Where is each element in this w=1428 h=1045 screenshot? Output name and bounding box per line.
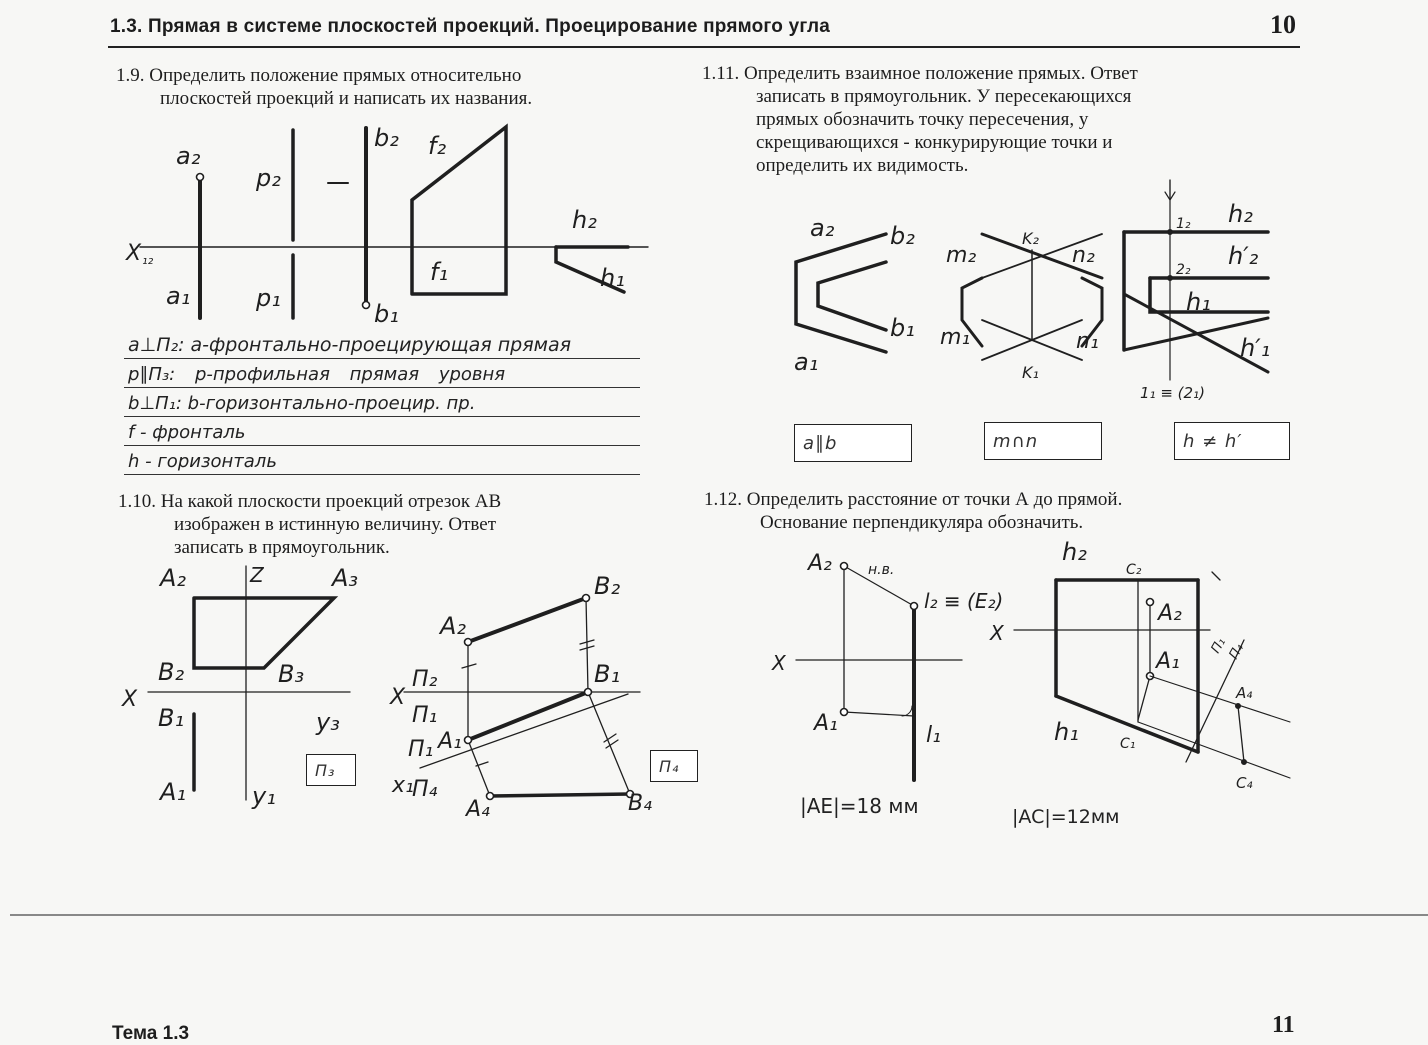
- label: B₁: [158, 704, 185, 732]
- label: C₄: [1236, 774, 1253, 792]
- label: A₁: [1156, 649, 1180, 674]
- tick: [462, 664, 476, 668]
- label: f₁: [430, 258, 449, 286]
- link: [1138, 722, 1290, 778]
- task-line: прямых обозначить точку пересечения, у: [756, 109, 1089, 130]
- task-number: 1.10.: [118, 491, 156, 512]
- label: A₂: [440, 612, 467, 640]
- label: b₁: [374, 300, 399, 328]
- label: m₂: [946, 243, 977, 268]
- label: h₂: [1062, 538, 1087, 566]
- label: 1₁ ≡ (2₁): [1140, 384, 1205, 402]
- label: C₁: [1120, 736, 1136, 752]
- label: X: [126, 241, 142, 266]
- label: b₂: [890, 222, 915, 250]
- answer-text: h - горизонталь: [128, 451, 277, 472]
- label: h₁: [600, 264, 625, 292]
- label: h′₁: [1240, 334, 1271, 362]
- task-line: Основание перпендикуляра обозначить.: [760, 512, 1084, 533]
- line-a2b2: [468, 598, 586, 642]
- label: П₁: [408, 737, 434, 762]
- line-a1b1: [468, 692, 588, 740]
- label: X: [772, 651, 786, 675]
- task-line: определить их видимость.: [756, 155, 969, 176]
- label: П₂: [412, 667, 438, 692]
- label: A₂: [160, 564, 187, 592]
- label: A₁: [814, 711, 838, 736]
- line-b: [818, 262, 886, 330]
- label: B₂: [594, 572, 621, 600]
- label: l₁: [926, 723, 941, 748]
- footer-topic: Тема 1.3: [112, 1023, 190, 1044]
- task-line: Определить взаимное положение прямых. Ответ: [744, 63, 1138, 84]
- link: [1150, 676, 1290, 722]
- answer-text-ac: |AC|=12мм: [1012, 806, 1120, 828]
- label: Z: [250, 563, 264, 587]
- line-a: [796, 234, 886, 352]
- page-title: 1.3. Прямая в системе плоскостей проекций. Проецирование прямого угла: [110, 16, 831, 37]
- right-angle-mark: [902, 706, 912, 716]
- point-a2: [197, 174, 204, 181]
- label: a₂: [176, 142, 201, 170]
- point-a4: [1236, 704, 1241, 709]
- line-ac1: [1138, 676, 1150, 720]
- label: X: [390, 685, 406, 710]
- label: B₃: [278, 660, 305, 688]
- point-a2: [1147, 599, 1154, 606]
- page-number-bottom: 11: [1272, 1012, 1295, 1038]
- label: h₁: [1186, 288, 1211, 316]
- line-f: [412, 127, 506, 294]
- diagram-1-11: [796, 180, 1271, 380]
- label: h₁: [1054, 718, 1079, 746]
- label: A₄: [1236, 684, 1253, 702]
- label: K₁: [1022, 363, 1039, 382]
- stroke: [1212, 572, 1220, 580]
- label: A₃: [332, 564, 359, 592]
- point-a2: [841, 563, 848, 570]
- label: 1₂: [1176, 216, 1191, 232]
- label: a₁: [794, 348, 819, 376]
- label: П₄: [412, 777, 438, 802]
- label: B₂: [158, 658, 185, 686]
- answer-text: p∥П₃: p-профильная прямая уровня: [128, 364, 506, 385]
- label: p₂: [256, 164, 281, 192]
- label: f₂: [428, 132, 447, 160]
- point: [1168, 276, 1173, 281]
- answer-text: a⊥П₂: a-фронтально-проецирующая прямая: [128, 334, 572, 356]
- label: h₂: [1228, 200, 1253, 228]
- point: [465, 737, 472, 744]
- label: A₁: [438, 729, 462, 754]
- task-line: плоскостей проекций и написать их названия.: [160, 88, 533, 109]
- label: П₁: [412, 703, 438, 728]
- label: b₂: [374, 124, 399, 152]
- answer-text: П₃: [315, 760, 336, 780]
- label: A₁: [160, 778, 187, 806]
- answer-text: m∩n: [993, 430, 1039, 452]
- point: [585, 689, 592, 696]
- link: [588, 692, 630, 794]
- label: П₁: [1208, 635, 1229, 656]
- page-number-top: 10: [1270, 10, 1296, 39]
- label: b₁: [890, 314, 915, 342]
- label: X: [122, 687, 138, 712]
- line-a4c4: [1238, 706, 1244, 762]
- task-line: изображен в истинную величину. Ответ: [174, 514, 497, 535]
- answer-text: П₄: [659, 756, 680, 776]
- line-a4b4: [490, 794, 630, 796]
- label: A₂: [808, 551, 832, 576]
- point-a1: [841, 709, 848, 716]
- task-number: 1.12.: [704, 489, 742, 510]
- answer-text: b⊥П₁: b-горизонтально-проецир. пр.: [128, 393, 476, 414]
- answer-text: f - фронталь: [128, 422, 246, 443]
- label: x₁: [392, 773, 414, 798]
- label: B₁: [594, 660, 621, 688]
- task-line: записать в прямоугольник.: [174, 537, 390, 558]
- label: a₁: [166, 282, 191, 310]
- task-number: 1.11.: [702, 63, 740, 84]
- line-ab: [194, 598, 334, 668]
- task-line: На какой плоскости проекций отрезок АВ: [160, 491, 502, 512]
- point-c4: [1242, 760, 1247, 765]
- label: n₁: [1076, 329, 1099, 354]
- link: [468, 740, 490, 796]
- label: l₂ ≡ (E₂): [924, 589, 1004, 613]
- label: K₂: [1022, 229, 1039, 248]
- task-line: Определить расстояние от точки А до прямой.: [746, 489, 1123, 510]
- task-line: записать в прямоугольник. У пересекающихся: [756, 86, 1132, 107]
- label: A₂: [1158, 601, 1182, 626]
- label: B₄: [628, 791, 652, 816]
- answer-text: a∥b: [803, 432, 838, 454]
- label: ₁₂: [142, 252, 154, 268]
- point-l2: [911, 603, 918, 610]
- answer-text: h ≠ h′: [1183, 430, 1243, 452]
- diagram-1-12-right: [1014, 572, 1290, 778]
- label: y₁: [252, 782, 276, 810]
- label: X: [990, 621, 1004, 645]
- task-number: 1.9.: [116, 65, 145, 86]
- label: C₂: [1126, 562, 1142, 578]
- label: p₁: [256, 284, 281, 312]
- link: [586, 598, 588, 692]
- label: П₄: [1226, 641, 1247, 662]
- task-line: скрещивающихся - конкурирующие точки и: [756, 132, 1113, 153]
- answer-text-ae: |AE|=18 мм: [800, 794, 919, 818]
- label: y₃: [316, 708, 340, 736]
- label: h₂: [572, 206, 597, 234]
- label: 2₂: [1176, 262, 1191, 278]
- point-b1: [363, 302, 370, 309]
- label: н.в.: [868, 562, 895, 578]
- point: [583, 595, 590, 602]
- label: a₂: [810, 214, 835, 242]
- point: [1168, 230, 1173, 235]
- task-line: Определить положение прямых относительно: [149, 65, 522, 86]
- label: A₄: [466, 797, 490, 822]
- label: n₂: [1072, 243, 1095, 268]
- label: m₁: [940, 325, 971, 350]
- label: h′₂: [1228, 242, 1259, 270]
